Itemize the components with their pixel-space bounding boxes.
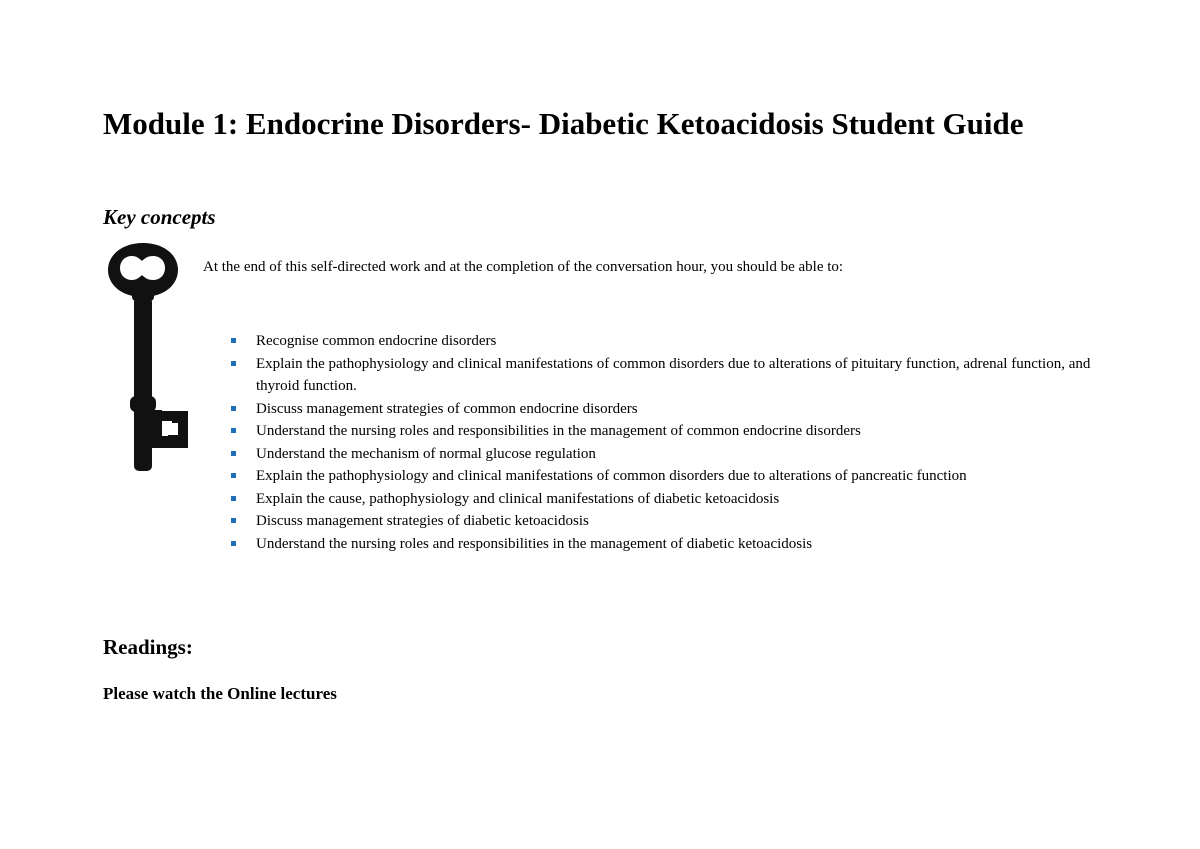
square-bullet-icon — [231, 361, 236, 366]
key-icon — [106, 243, 190, 473]
square-bullet-icon — [231, 496, 236, 501]
objective-text: Explain the pathophysiology and clinical manifestations of common disorders due to alterations of pituitary function, adrenal function, and thyroid function. — [256, 355, 1091, 394]
list-item — [230, 420, 1100, 443]
objective-text: Understand the nursing roles and responsibilities in the management of common endocrine disorders — [256, 423, 861, 439]
list-item — [230, 510, 1100, 533]
objective-text: Recognise common endocrine disorders — [256, 333, 497, 349]
square-bullet-icon — [231, 473, 236, 478]
square-bullet-icon — [231, 428, 236, 433]
key-concepts-heading: Key concepts — [103, 205, 216, 229]
list-item — [230, 330, 1100, 353]
list-item — [230, 533, 1100, 556]
list-item — [230, 488, 1100, 511]
list-item — [230, 398, 1100, 421]
readings-heading: Readings: — [103, 635, 193, 659]
square-bullet-icon — [231, 338, 236, 343]
square-bullet-icon — [231, 541, 236, 546]
objective-text: Understand the nursing roles and responsibilities in the management of diabetic ketoacidosis — [256, 535, 813, 552]
objective-text: Discuss management strategies of common endocrine disorders — [256, 400, 638, 417]
intro-text: At the end of this self-directed work and at the completion of the conversation hour, you should be able to: — [203, 259, 844, 275]
square-bullet-icon — [231, 406, 236, 411]
objective-text: Explain the pathophysiology and clinical manifestations of common disorders due to alterations of pancreatic function — [256, 468, 967, 484]
square-bullet-icon — [231, 451, 236, 456]
list-item — [230, 443, 1100, 466]
objective-text: Understand the mechanism of normal glucose regulation — [256, 445, 596, 462]
list-item — [230, 465, 1100, 488]
objectives-list — [230, 330, 1100, 555]
readings-note: Please watch the Online lectures — [103, 684, 337, 703]
page-title: Module 1: Endocrine Disorders- Diabetic Ketoacidosis Student Guide — [103, 106, 1024, 141]
objective-text: Discuss management strategies of diabetic ketoacidosis — [256, 513, 589, 529]
objective-text: Explain the cause, pathophysiology and clinical manifestations of diabetic ketoacidosis — [256, 490, 780, 507]
list-item — [230, 353, 1100, 398]
square-bullet-icon — [231, 518, 236, 523]
